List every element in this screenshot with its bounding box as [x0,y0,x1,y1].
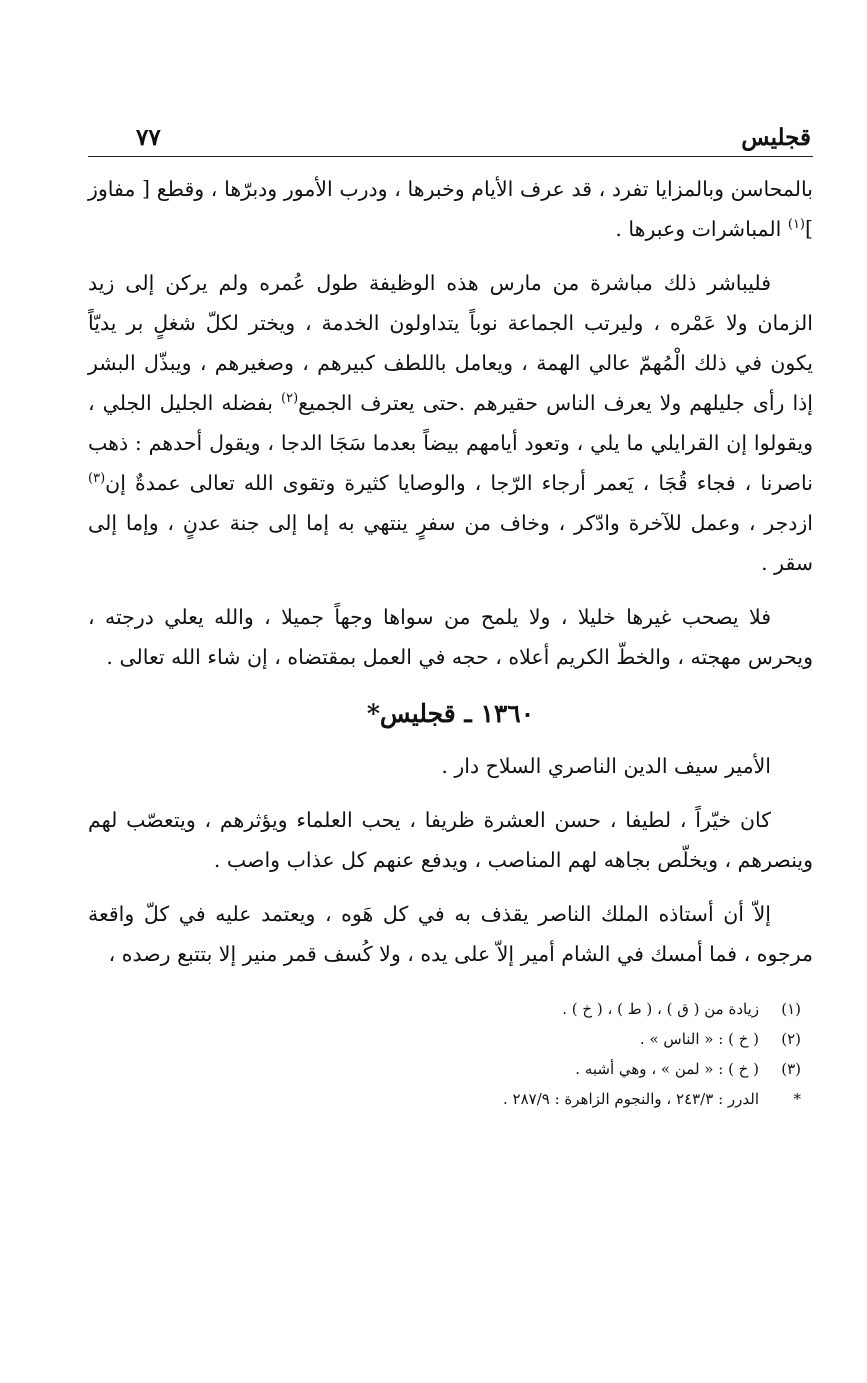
footnote-text: ( خ ) : « لمن » ، وهي أشبه . [575,1060,759,1078]
footnote-source [88,1084,801,1114]
paragraph-2-text-a: فليباشر ذلك مباشرة من مارس هذه الوظيفة طول عُمره ولم يركن إلى زيد الزمان ولا عَمْره ، وليرتب الجماعة نوباً يتداولون الخدمة ، ويختر لكلّ شغلٍ بر يديّاً يكون في ذلك الْمُهمّ عالي الهمة ، ويعامل باللطف كبيرهم ، وصغيرهم ، ويبذّل البشر إذا رأى جليلهم ولا يعرف الناس حقيرهم .حتى يعترف الجميع [88,271,813,415]
footnote-ref-3: (٣) [88,471,106,487]
footnote-marker: (٢) [781,1030,801,1048]
paragraph-1-text-b: المباشرات وعبرها . [615,217,788,241]
paragraph-2 [88,263,813,583]
footnote-ref-2: (٢) [281,391,299,407]
paragraph-2-text-c: ازدجر ، وعمل للآخرة وادّكر ، وخاف من سفرٍ ينتهي به إما إلى جنة عدنٍ ، وإما إلى سقر . [88,511,813,575]
footnote-ref-1: (١) [787,217,805,233]
paragraph-4: الأمير سيف الدين الناصري السلاح دار . [441,754,771,778]
footnote-text: الدرر : ٢٤٣/٣ ، والنجوم الزاهرة : ٢٨٧/٩ . [502,1090,759,1108]
paragraph-3: فلا يصحب غيرها خليلا ، ولا يلمح من سواها وجهاً جميلا ، والله يعلي درجته ، ويحرس مهجته ، والخطّ الكريم أعلاه ، حجه في العمل بمقتضاه ، إن شاء الله تعالى . [88,605,813,669]
entry-heading: ١٣٦٠ ـ قجليس* [366,699,535,728]
footnote-marker: (١) [781,1000,801,1018]
paragraph-5: كان خيّراً ، لطيفا ، حسن العشرة ظريفا ، يحب العلماء ويؤثرهم ، ويتعصّب لهم وينصرهم ، ويخلّص بجاهه لهم المناصب ، ويدفع عنهم كل عذاب واصب . [88,808,813,872]
paragraph-1 [88,169,813,249]
paragraph-6: إلاّ أن أستاذه الملك الناصر يقذف به في كل هَوه ، ويعتمد عليه في كلّ واقعة مرجوه ، فما أمسك في الشام أمير إلاّ على يده ، ولا كُسف قمر منير إلا بتتبع رصده ، [88,902,813,966]
main-text [88,169,813,974]
paragraph-1-text-a: بالمحاسن وبالمزايا تفرد ، قد عرف الأيام وخبرها ، ودرب الأمور ودبرّها ، وقطع [ مفاوز ] [88,177,813,241]
paragraph-2-text-b: بفضله الجليل الجلي ، ويقولوا إن القرايلي ما يلي ، وتعود أيامهم بيضاً بعدما سَجَا الدجا ، ويقول أحدهم : ذهب ناصرنا ، فجاء قُجَا ، يَعمر أرجاء الرّجا ، والوصايا كثيرة وتقوى الله تعالى عمدةٌ إن [88,391,813,495]
footnote-1 [88,994,801,1024]
footnote-2 [88,1024,801,1054]
page-number: ٧٧ [136,124,161,151]
book-page [88,118,813,1114]
running-title: قجليس [741,124,811,151]
footnote-text: زيادة من ( ق ) ، ( ط ) ، ( خ ) . [562,1000,759,1018]
footnote-marker: (٣) [781,1060,801,1078]
footnotes [88,994,813,1114]
footnote-marker: * [793,1090,801,1108]
footnote-3 [88,1054,801,1084]
running-header [88,118,813,157]
footnote-text: ( خ ) : « الناس » . [639,1030,759,1048]
